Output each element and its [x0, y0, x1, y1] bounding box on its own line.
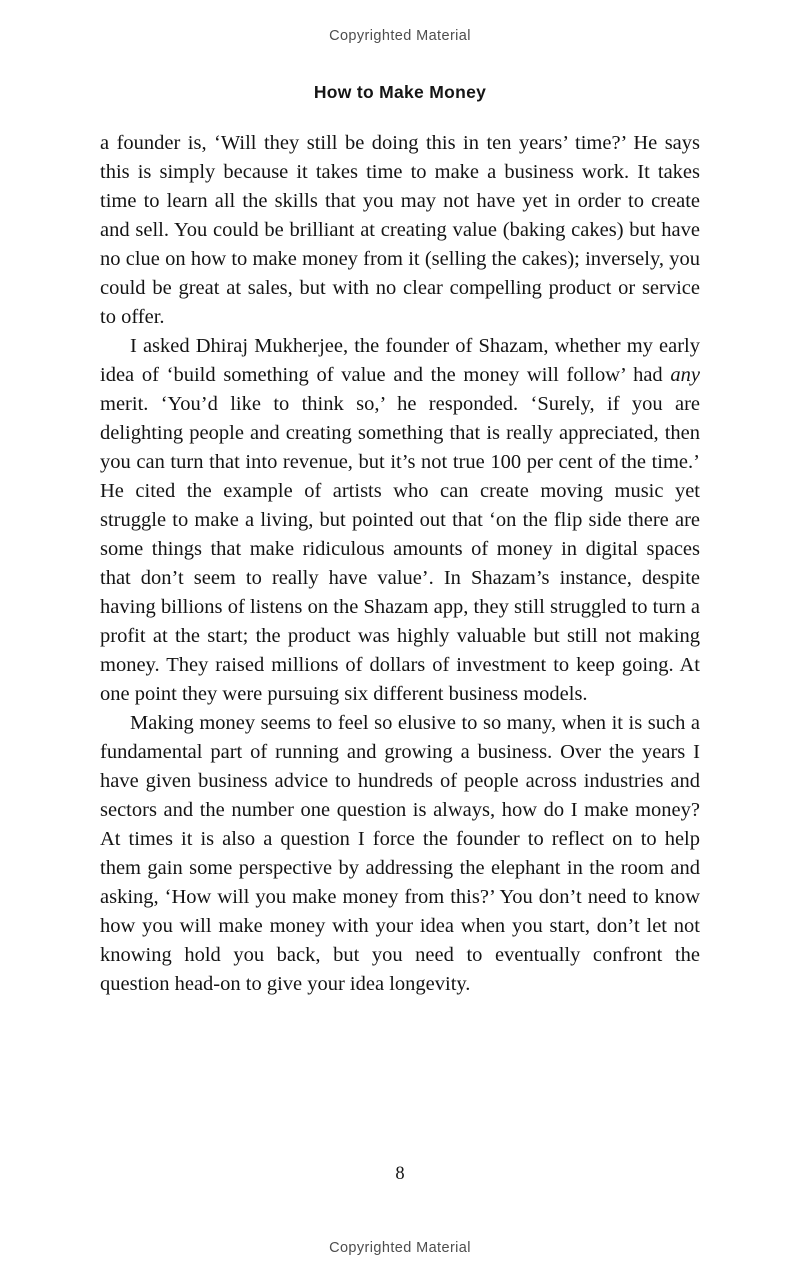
paragraph-3: Making money seems to feel so elusive to so many, when it is such a fundamental part of running and growing a business. Over the years I have given business advice to hundreds of people across industries and sectors and the number one question is always, how do I make money? At times it is also a question I force the founder to reflect on to help them gain some perspective by addressing the elephant in the room and asking, ‘How will you make money from this?’ You don’t need to know how you will make money with your idea when you start, don’t let not knowing hold you back, but you need to eventually confront the question head-on to give your idea longevity. [100, 712, 700, 995]
page-number: 8 [395, 1164, 405, 1184]
paragraph-1: a founder is, ‘Will they still be doing this in ten years’ time?’ He says this is simply because it takes time to make a business work. It takes time to learn all the skills that you may not have yet in order to create and sell. You could be brilliant at creating value (baking cakes) but have no clue on how to make money from it (selling the cakes); inversely, you could be great at sales, but with no clear compelling product or service to offer. [100, 132, 700, 328]
running-head-title: How to Make Money [313, 82, 487, 102]
italic-word: any [670, 364, 700, 386]
text-segment: merit. ‘You’d like to think so,’ he responded. ‘Surely, if you are delighting people and creating something that is really appreciated, then you can turn that into revenue, but it’s not true 100 per cent of the time.’ He cited the example of artists who can create moving music yet struggle to make a living, but pointed out that ‘on the flip side there are some things that make ridiculous amounts of money in digital spaces that don’t seem to really have value’. In Shazam’s instance, despite having billions of listens on the Shazam app, they still struggled to turn a profit at the start; the product was highly valuable but still not making money. They raised millions of dollars of investment to keep going. At one point they were pursuing six different business models. [100, 393, 700, 705]
page-body [100, 129, 700, 999]
paragraph-2 [100, 332, 700, 709]
text-segment: I asked Dhiraj Mukherjee, the founder of Shazam, whether my early idea of ‘build something of value and the money will follow’ had [100, 335, 700, 386]
copyright-notice-bottom: Copyrighted Material [329, 1240, 471, 1256]
copyright-notice-top: Copyrighted Material [329, 28, 471, 44]
